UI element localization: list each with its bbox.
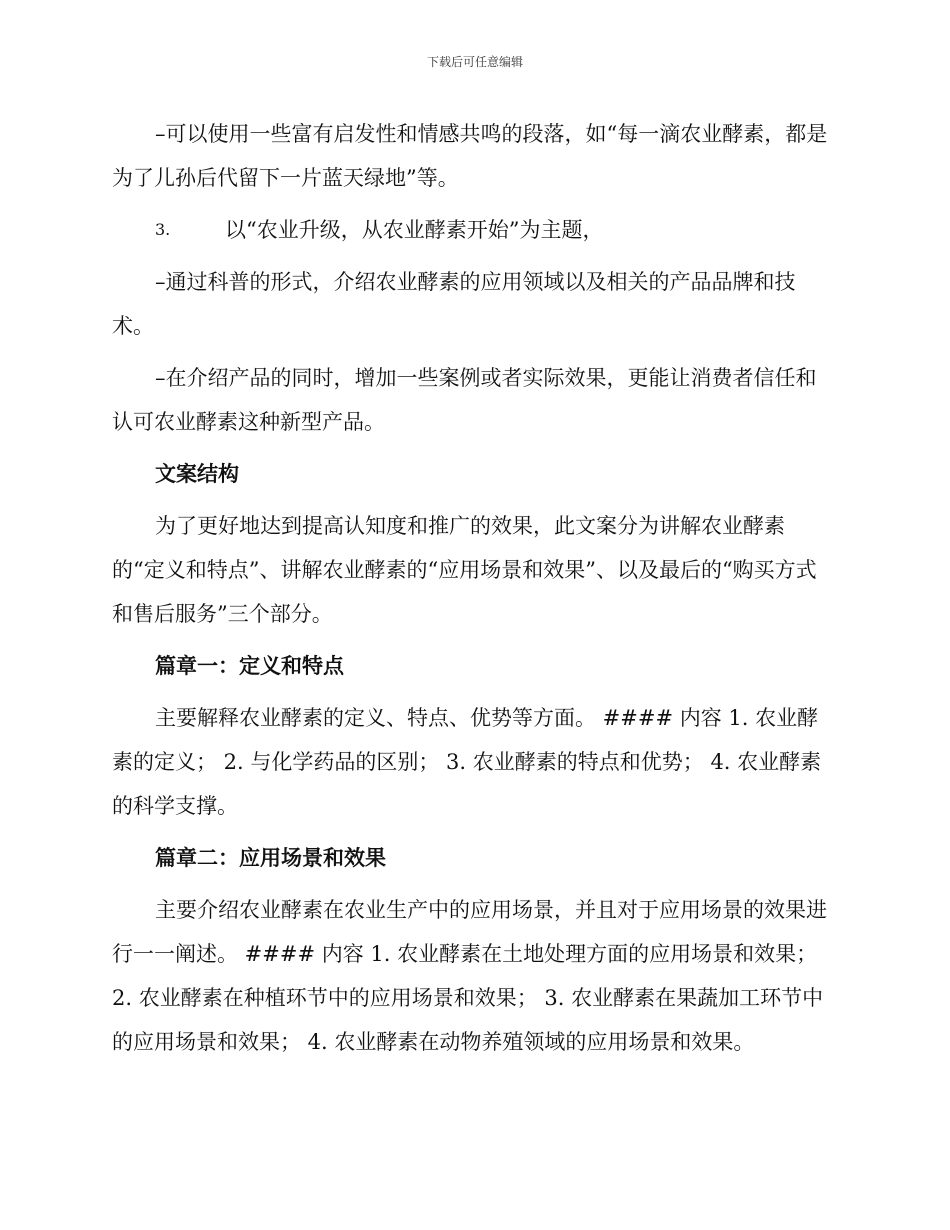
item-text: 以“农业升级，从农业酵素开始”为主题， [225,218,604,242]
paragraph-popular-science: –通过科普的形式，介绍农业酵素的应用领域以及相关的产品品牌和技术。 [112,270,796,338]
heading-chapter-two: 篇章二：应用场景和效果 [155,846,386,870]
paragraph-structure-intro: 为了更好地达到提高认知度和推广的效果，此文案分为讲解农业酵素的“定义和特点”、讲解农业酵素的“应用场景和效果”、以及最后的“购买方式和售后服务”三个部分。 [112,514,817,626]
page-header: 下载后可任意编辑 [426,55,523,69]
paragraph-chapter-two: 主要介绍农业酵素在农业生产中的应用场景，并且对于应用场景的效果进行一一阐述。 #### 内容 1. 农业酵素在土地处理方面的应用场景和效果； 2. 农业酵素在种植环节中的应用场景和效果； 3. 农业酵素在果蔬加工环节中的应用场景和效果； 4. 农业酵素在动物养殖领域的应用场景和效果。 [112,898,827,1054]
paragraph-emotional-resonance: –可以使用一些富有启发性和情感共鸣的段落，如“每一滴农业酵素，都是为了儿孙后代留下一片蓝天绿地”等。 [112,122,828,190]
heading-chapter-one: 篇章一：定义和特点 [155,654,344,678]
document-body [112,112,837,1072]
paragraph-chapter-one: 主要解释农业酵素的定义、特点、优势等方面。 #### 内容 1. 农业酵素的定义； 2. 与化学药品的区别； 3. 农业酵素的特点和优势； 4. 农业酵素的科学支撑。 [112,706,822,818]
item-number: 3. [155,220,171,239]
paragraph-cases: –在介绍产品的同时，增加一些案例或者实际效果，更能让消费者信任和认可农业酵素这种新型产品。 [112,366,817,434]
numbered-item-3 [112,208,837,252]
heading-copy-structure: 文案结构 [155,462,239,486]
